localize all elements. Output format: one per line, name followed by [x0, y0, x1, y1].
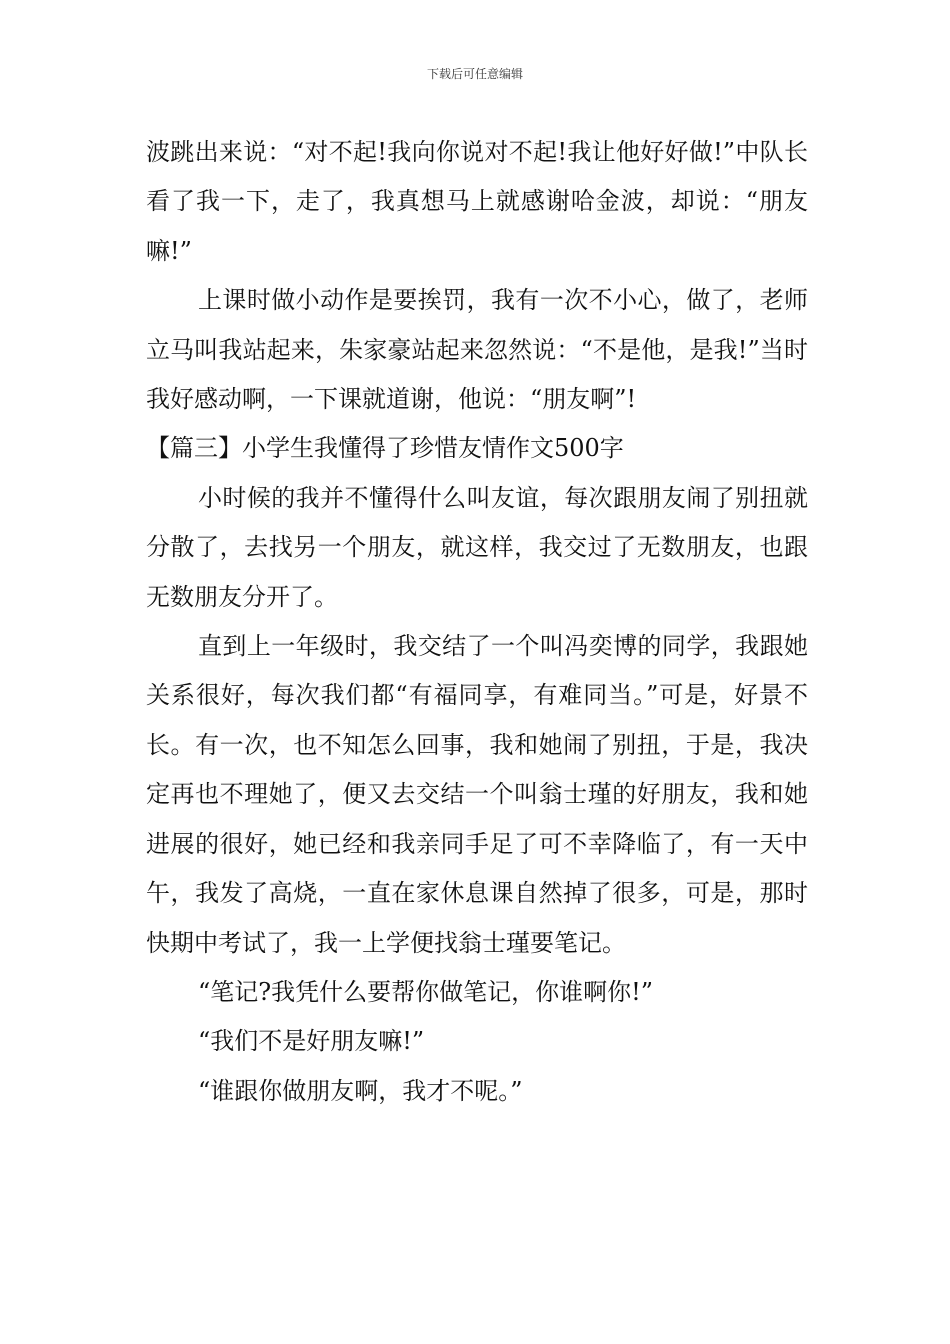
- document-body: [146, 128, 808, 1116]
- dialogue-line: “我们不是好朋友嘛!”: [198, 1027, 425, 1056]
- paragraph: 上课时做小动作是要挨罚，我有一次不小心，做了，老师立马叫我站起来，朱家豪站起来忽然说：“不是他，是我!”当时我好感动啊，一下课就道谢，他说：“朋友啊”!: [146, 286, 808, 414]
- page-header: 下载后可任意编辑: [426, 67, 523, 81]
- paragraph-continued: 波跳出来说：“对不起!我向你说对不起!我让他好好做!”中队长看了我一下，走了，我真想马上就感谢哈金波，却说：“朋友嘛!”: [146, 138, 808, 265]
- section-heading: 【篇三】小学生我懂得了珍惜友情作文500字: [146, 434, 624, 463]
- paragraph: 小时候的我并不懂得什么叫友谊，每次跟朋友闹了别扭就分散了，去找另一个朋友，就这样，我交过了无数朋友，也跟无数朋友分开了。: [146, 483, 808, 611]
- paragraph: 直到上一年级时，我交结了一个叫冯奕博的同学，我跟她关系很好，每次我们都“有福同享，有难同当。”可是，好景不长。有一次，也不知怎么回事，我和她闹了别扭，于是，我决定再也不理她了，便又去交结一个叫翁士瑾的好朋友，我和她进展的很好，她已经和我亲同手足了可不幸降临了，有一天中午，我发了高烧，一直在家休息课自然掉了很多，可是，那时快期中考试了，我一上学便找翁士瑾要笔记。: [146, 632, 808, 957]
- dialogue-line: “谁跟你做朋友啊，我才不呢。”: [198, 1076, 523, 1105]
- dialogue-line: “笔记?我凭什么要帮你做笔记，你谁啊你!”: [198, 977, 654, 1006]
